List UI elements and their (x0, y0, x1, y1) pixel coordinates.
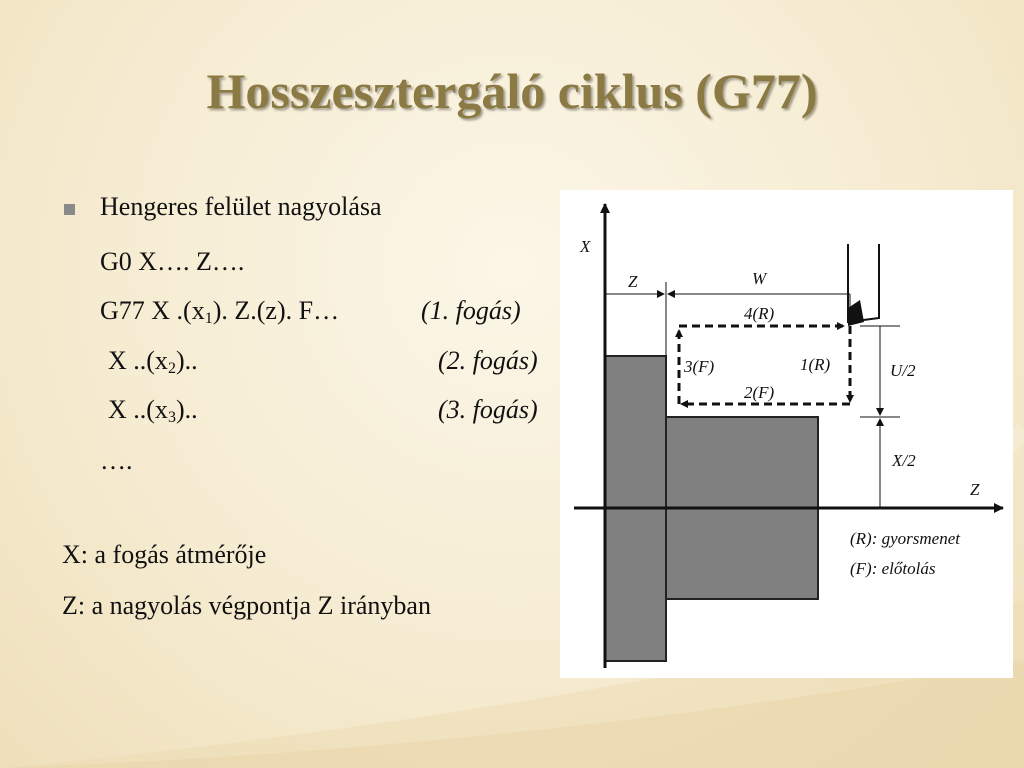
code-g77-part-b: ). Z.(z). F… (212, 296, 340, 325)
g77-cycle-diagram (560, 190, 1013, 678)
path-label-1: 1(R) (800, 355, 831, 374)
code-line-dots: …. (100, 446, 133, 475)
code-x3-part-b: ).. (175, 395, 198, 424)
bullet-marker (64, 204, 75, 215)
definition-z: Z: a nagyolás végpontja Z irányban (62, 591, 431, 620)
axis-label-x: X (580, 237, 591, 256)
code-x2-part-b: ).. (175, 346, 198, 375)
note-pass-1: (1. fogás) (421, 296, 521, 325)
code-x2-part-a: X ..(x (108, 346, 168, 375)
definition-x: X: a fogás átmérője (62, 540, 267, 569)
code-x3-part-a: X ..(x (108, 395, 168, 424)
note-pass-2: (2. fogás) (438, 346, 538, 375)
dim-label-z: Z (628, 272, 638, 291)
dim-label-u2: U/2 (890, 361, 916, 380)
code-x2-sub: 2 (167, 360, 176, 377)
dim-label-x2: X/2 (892, 451, 916, 470)
code-line-x3 (108, 395, 198, 427)
code-line-g0: G0 X…. Z…. (100, 247, 245, 276)
code-g77-sub: 1 (204, 310, 213, 327)
note-pass-3: (3. fogás) (438, 395, 538, 424)
code-line-x2 (108, 346, 198, 378)
axis-label-z: Z (970, 480, 980, 499)
bullet-text: Hengeres felület nagyolása (100, 192, 382, 221)
slide-title: Hosszesztergáló ciklus (G77) (206, 63, 818, 119)
path-label-3: 3(F) (684, 357, 715, 376)
code-x3-sub: 3 (167, 409, 176, 426)
legend-rapid: (R): gyorsmenet (850, 529, 960, 548)
path-label-2: 2(F) (744, 383, 775, 402)
code-g77-part-a: G77 X .(x (100, 296, 205, 325)
legend-feed: (F): előtolás (850, 559, 936, 578)
dim-label-w: W (752, 269, 767, 288)
code-line-g77 (100, 296, 339, 328)
path-label-4: 4(R) (744, 304, 775, 323)
